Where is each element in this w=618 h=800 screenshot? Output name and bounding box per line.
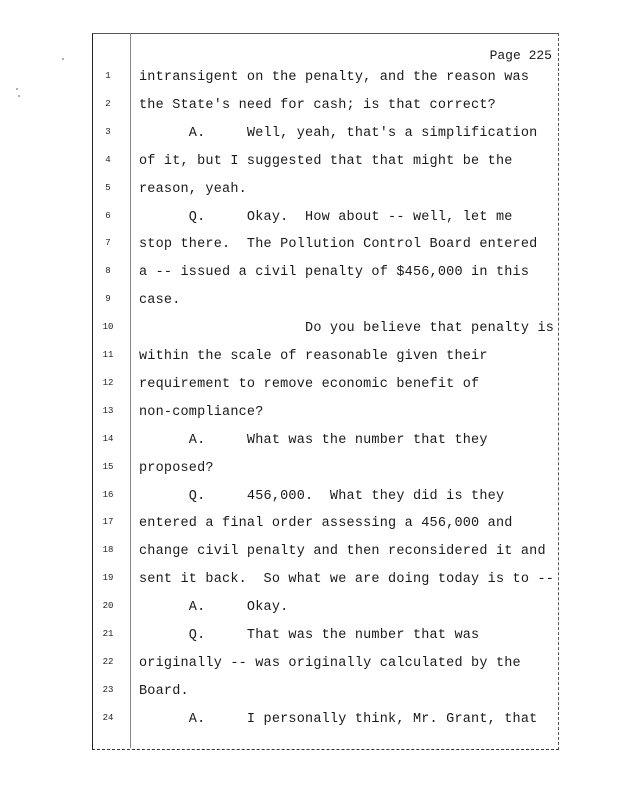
line-number: 16	[102, 489, 114, 500]
transcript-line	[0, 684, 618, 704]
line-number: 19	[102, 573, 114, 584]
line-text: of it, but I suggested that that might be the	[139, 153, 513, 169]
transcript-line	[0, 349, 618, 369]
transcript-line	[0, 265, 618, 285]
line-number: 20	[102, 601, 114, 612]
transcript-line	[0, 377, 618, 397]
line-text: the State's need for cash; is that correct?	[139, 97, 496, 113]
line-text: A. What was the number that they	[139, 432, 488, 448]
line-text: requirement to remove economic benefit of	[139, 376, 480, 392]
line-text: Q. 456,000. What they did is they	[139, 488, 505, 504]
line-text: case.	[139, 293, 181, 309]
line-number: 6	[105, 210, 111, 221]
line-number: 15	[102, 461, 114, 472]
transcript-line	[0, 405, 618, 425]
transcript-line	[0, 600, 618, 620]
transcript-line	[0, 489, 618, 509]
line-number: 17	[102, 517, 114, 528]
transcript-line	[0, 433, 618, 453]
line-number: 3	[105, 126, 111, 137]
line-number: 9	[105, 294, 111, 305]
line-text: Q. That was the number that was	[139, 628, 480, 643]
scan-speck	[18, 95, 20, 97]
line-number: 22	[102, 656, 114, 667]
transcript-line	[0, 126, 618, 146]
transcript-line	[0, 572, 618, 592]
line-number: 1	[105, 71, 111, 81]
transcript-line	[0, 656, 618, 676]
line-text: A. Okay.	[139, 600, 289, 616]
line-text: change civil penalty and then reconsidered it and	[139, 544, 546, 560]
transcript-line	[0, 182, 618, 202]
line-number: 11	[102, 350, 114, 360]
page-number: Page 225	[489, 48, 552, 63]
line-number: 18	[102, 545, 114, 556]
line-text: A. Well, yeah, that's a simplification	[139, 125, 538, 141]
line-number: 13	[102, 405, 114, 416]
line-number: 21	[102, 629, 114, 639]
transcript-line	[0, 70, 618, 90]
line-number: 5	[105, 182, 111, 193]
line-text: reason, yeah.	[139, 181, 247, 197]
transcript-line	[0, 712, 618, 732]
line-text: Do you believe that penalty is	[139, 321, 555, 337]
transcript-line	[0, 321, 618, 341]
line-text: Q. Okay. How about -- well, let me	[139, 209, 513, 225]
line-text: stop there. The Pollution Control Board entered	[139, 237, 538, 253]
line-number: 23	[102, 684, 114, 695]
transcript-line	[0, 154, 618, 174]
line-number: 7	[105, 238, 111, 249]
line-text: originally -- was originally calculated by the	[139, 655, 521, 671]
line-text: Board.	[139, 683, 189, 699]
transcript-line	[0, 628, 618, 648]
line-text: within the scale of reasonable given their	[139, 349, 488, 364]
line-number: 4	[105, 154, 111, 165]
transcript-line	[0, 461, 618, 481]
line-number: 12	[102, 377, 114, 388]
line-text: entered a final order assessing a 456,000 and	[139, 516, 513, 532]
line-number: 14	[102, 433, 114, 444]
transcript-line	[0, 210, 618, 230]
line-text: proposed?	[139, 460, 214, 476]
line-number: 8	[105, 266, 111, 277]
line-text: sent it back. So what we are doing today is to --	[139, 572, 555, 588]
line-number: 10	[102, 322, 114, 333]
line-text: A. I personally think, Mr. Grant, that	[139, 711, 538, 727]
line-number: 24	[102, 712, 114, 723]
line-text: non-compliance?	[139, 404, 264, 420]
line-text: a -- issued a civil penalty of $456,000 in this	[139, 265, 530, 281]
line-number: 2	[105, 98, 111, 109]
transcript-line	[0, 237, 618, 257]
transcript-line	[0, 293, 618, 313]
line-text: intransigent on the penalty, and the reason was	[139, 70, 530, 85]
transcript-line	[0, 544, 618, 564]
transcript-line	[0, 516, 618, 536]
scan-speck	[62, 58, 64, 60]
transcript-line	[0, 98, 618, 118]
